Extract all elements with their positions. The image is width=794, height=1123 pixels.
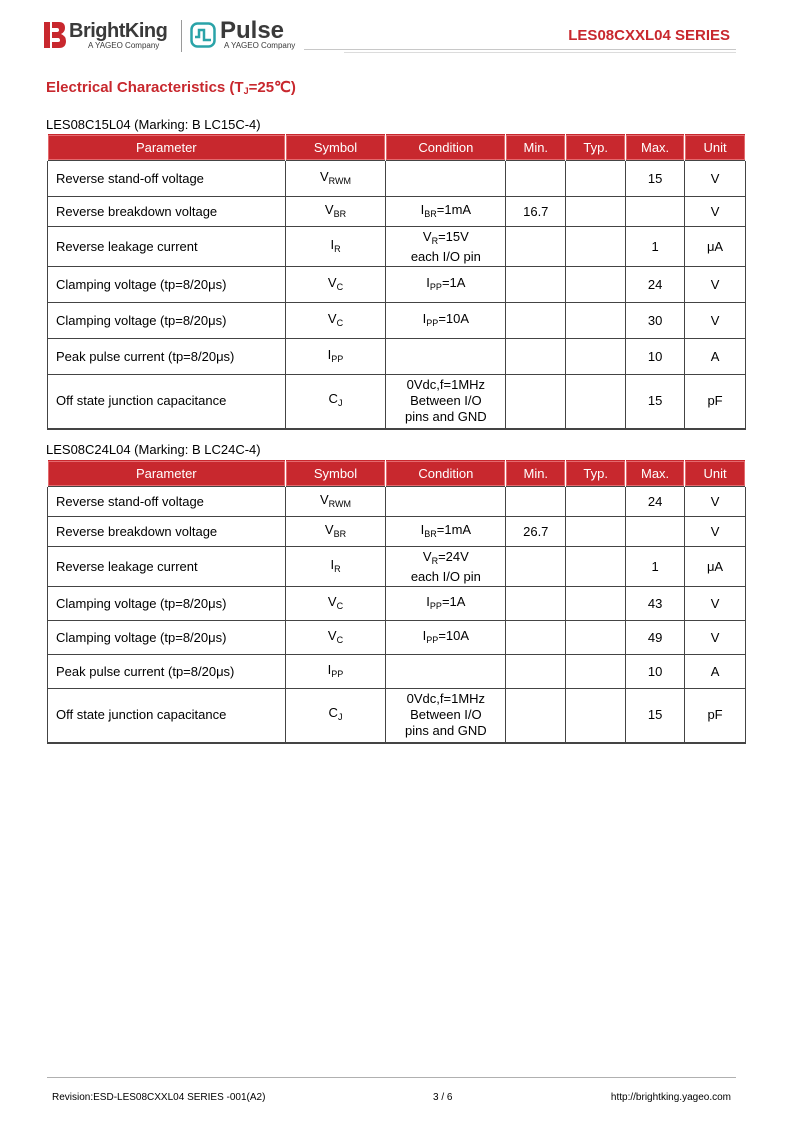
condition-value: =1mA — [436, 201, 472, 217]
condition-line — [386, 377, 505, 393]
condition-text: pins and GND — [405, 409, 487, 425]
cell-max: 49 — [626, 621, 685, 655]
symbol-sub: C — [336, 600, 344, 611]
symbol-main: I — [330, 556, 335, 572]
cell-max: 15 — [626, 375, 685, 429]
condition-line — [386, 275, 505, 295]
cell-symbol — [285, 161, 386, 197]
cell-unit: V — [685, 587, 746, 621]
cell-condition — [386, 375, 506, 429]
column-header-unit: Unit — [685, 461, 746, 487]
cell-parameter: Reverse breakdown voltage — [48, 517, 286, 547]
condition-text: I — [420, 521, 425, 537]
symbol-sub: RWM — [328, 175, 351, 186]
symbol-sub: R — [334, 563, 341, 574]
cell-condition — [386, 547, 506, 587]
cell-max: 24 — [626, 267, 685, 303]
condition-sub: R — [431, 235, 439, 246]
condition-text: pins and GND — [405, 723, 487, 739]
cell-unit: V — [685, 161, 746, 197]
cell-condition — [386, 267, 506, 303]
cell-symbol — [285, 689, 386, 743]
table-row — [48, 339, 746, 375]
condition-line — [386, 723, 505, 739]
series-title: LES08CXXL04 SERIES — [568, 27, 730, 44]
condition-line — [386, 628, 505, 648]
cell-min — [506, 621, 566, 655]
cell-max — [626, 197, 685, 227]
cell-max: 43 — [626, 587, 685, 621]
cell-parameter: Clamping voltage (tp=8/20μs) — [48, 303, 286, 339]
cell-min — [506, 227, 566, 267]
logo-divider — [181, 20, 182, 52]
cell-parameter: Reverse leakage current — [48, 227, 286, 267]
brightking-mark-icon — [44, 22, 66, 48]
condition-value: =10A — [438, 627, 470, 643]
condition-value: =15V — [438, 228, 469, 244]
symbol-sub: BR — [333, 208, 347, 219]
symbol-main: I — [330, 236, 335, 252]
symbol-sub: J — [337, 712, 343, 723]
column-header-typ: Typ. — [566, 135, 626, 161]
cell-unit: V — [685, 517, 746, 547]
cell-min — [506, 161, 566, 197]
table-row — [48, 161, 746, 197]
cell-parameter: Clamping voltage (tp=8/20μs) — [48, 621, 286, 655]
cell-parameter: Clamping voltage (tp=8/20μs) — [48, 267, 286, 303]
symbol-main: C — [328, 391, 338, 407]
cell-parameter: Peak pulse current (tp=8/20μs) — [48, 339, 286, 375]
cell-symbol — [285, 487, 386, 517]
section-title-sub: J — [243, 86, 249, 96]
cell-unit: A — [685, 339, 746, 375]
condition-text: I — [422, 310, 427, 326]
cell-max: 30 — [626, 303, 685, 339]
table1 — [47, 134, 746, 430]
symbol-sub: PP — [331, 668, 344, 679]
condition-line — [386, 594, 505, 614]
table-header-row — [48, 461, 746, 487]
footer-url: http://brightking.yageo.com — [610, 1092, 731, 1103]
cell-unit: V — [685, 303, 746, 339]
pulse-sub: A YAGEO Company — [224, 41, 296, 50]
table-header-row — [48, 135, 746, 161]
condition-line — [386, 691, 505, 707]
condition-text: V — [422, 228, 432, 244]
cell-parameter: Off state junction capacitance — [48, 689, 286, 743]
cell-typ — [566, 197, 626, 227]
cell-condition — [386, 227, 506, 267]
condition-sub: PP — [426, 317, 439, 328]
cell-max — [626, 517, 685, 547]
footer-revision: Revision:ESD-LES08CXXL04 SERIES -001(A2) — [52, 1092, 266, 1103]
column-header-min: Min. — [506, 461, 566, 487]
cell-symbol — [285, 197, 386, 227]
section-title-pre: Electrical Characteristics (T — [46, 79, 244, 96]
cell-typ — [566, 621, 626, 655]
condition-line — [386, 549, 505, 569]
condition-sub: BR — [424, 208, 437, 219]
pulse-logo — [190, 17, 310, 54]
cell-symbol — [285, 517, 386, 547]
cell-symbol — [285, 621, 386, 655]
cell-min — [506, 587, 566, 621]
condition-value: =1A — [441, 593, 466, 609]
symbol-main: V — [319, 168, 329, 184]
cell-typ — [566, 267, 626, 303]
condition-text: I — [426, 593, 430, 609]
cell-max: 1 — [626, 547, 685, 587]
table1-caption: LES08C15L04 (Marking: B LC15C-4) — [46, 117, 261, 132]
condition-value: =1A — [441, 274, 466, 290]
footer-page-number: 3 / 6 — [433, 1092, 453, 1103]
cell-condition — [386, 303, 506, 339]
page-header — [44, 17, 736, 54]
cell-condition — [386, 689, 506, 743]
condition-sub: PP — [426, 634, 439, 645]
cell-condition — [386, 487, 506, 517]
cell-parameter: Reverse stand-off voltage — [48, 161, 286, 197]
symbol-main: C — [328, 705, 338, 721]
condition-text: each I/O pin — [410, 248, 481, 264]
cell-typ — [566, 689, 626, 743]
condition-line — [386, 229, 505, 249]
cell-unit: μA — [685, 227, 746, 267]
condition-line — [386, 249, 505, 265]
cell-condition — [386, 621, 506, 655]
condition-text: I — [426, 274, 430, 290]
cell-min — [506, 267, 566, 303]
condition-sub: PP — [429, 281, 442, 292]
cell-symbol — [285, 267, 386, 303]
symbol-sub: RWM — [328, 498, 351, 509]
cell-condition — [386, 339, 506, 375]
symbol-main: V — [319, 491, 329, 507]
condition-line — [386, 409, 505, 425]
cell-condition — [386, 517, 506, 547]
cell-typ — [566, 655, 626, 689]
condition-line — [386, 522, 505, 542]
column-header-typ: Typ. — [566, 461, 626, 487]
table-row — [48, 227, 746, 267]
cell-typ — [566, 517, 626, 547]
pulse-name: Pulse — [220, 17, 285, 44]
brightking-logo — [44, 20, 179, 54]
condition-sub: PP — [429, 600, 442, 611]
cell-parameter: Reverse breakdown voltage — [48, 197, 286, 227]
condition-text: I — [422, 627, 427, 643]
condition-line — [386, 393, 505, 409]
cell-unit: A — [685, 655, 746, 689]
cell-unit: V — [685, 267, 746, 303]
table-row — [48, 517, 746, 547]
cell-parameter: Clamping voltage (tp=8/20μs) — [48, 587, 286, 621]
symbol-main: V — [327, 274, 337, 290]
cell-min — [506, 655, 566, 689]
column-header-parameter: Parameter — [48, 461, 286, 487]
symbol-sub: J — [337, 398, 343, 409]
cell-unit: pF — [685, 689, 746, 743]
pulse-mark-icon — [190, 22, 216, 48]
cell-typ — [566, 547, 626, 587]
cell-min: 16.7 — [506, 197, 566, 227]
column-header-parameter: Parameter — [48, 135, 286, 161]
cell-symbol — [285, 339, 386, 375]
cell-unit: μA — [685, 547, 746, 587]
column-header-max: Max. — [626, 461, 685, 487]
table2 — [47, 460, 746, 744]
table-row — [48, 267, 746, 303]
condition-text: Between I/O — [410, 707, 482, 723]
cell-parameter: Reverse stand-off voltage — [48, 487, 286, 517]
table-row — [48, 487, 746, 517]
symbol-main: V — [327, 593, 337, 609]
cell-unit: V — [685, 487, 746, 517]
cell-typ — [566, 487, 626, 517]
column-header-condition: Condition — [386, 135, 506, 161]
cell-max: 1 — [626, 227, 685, 267]
cell-symbol — [285, 227, 386, 267]
footer-rule — [47, 1077, 736, 1078]
header-rule-2 — [344, 52, 736, 53]
condition-text: V — [422, 548, 432, 564]
cell-symbol — [285, 303, 386, 339]
cell-unit: V — [685, 197, 746, 227]
table-row — [48, 655, 746, 689]
condition-value: =24V — [438, 548, 469, 564]
cell-typ — [566, 303, 626, 339]
symbol-main: I — [327, 661, 332, 677]
symbol-sub: BR — [333, 528, 347, 539]
condition-text: Between I/O — [410, 393, 482, 409]
table-row — [48, 587, 746, 621]
cell-typ — [566, 375, 626, 429]
symbol-main: V — [324, 201, 334, 217]
column-header-condition: Condition — [386, 461, 506, 487]
condition-text: I — [420, 201, 425, 217]
cell-condition — [386, 197, 506, 227]
cell-symbol — [285, 547, 386, 587]
cell-typ — [566, 587, 626, 621]
cell-min — [506, 303, 566, 339]
header-rule — [304, 49, 736, 50]
section-title — [46, 78, 296, 96]
cell-min — [506, 339, 566, 375]
symbol-sub: PP — [331, 353, 344, 364]
cell-unit: V — [685, 621, 746, 655]
table-row — [48, 689, 746, 743]
cell-condition — [386, 587, 506, 621]
column-header-unit: Unit — [685, 135, 746, 161]
cell-typ — [566, 227, 626, 267]
symbol-main: V — [327, 310, 337, 326]
cell-max: 10 — [626, 339, 685, 375]
brightking-name: BrightKing — [69, 20, 168, 42]
cell-min: 26.7 — [506, 517, 566, 547]
cell-symbol — [285, 655, 386, 689]
symbol-main: V — [324, 521, 334, 537]
condition-text: each I/O pin — [410, 568, 481, 584]
symbol-sub: C — [336, 317, 344, 328]
cell-condition — [386, 655, 506, 689]
cell-symbol — [285, 587, 386, 621]
condition-sub: BR — [424, 528, 437, 539]
condition-value: =10A — [438, 310, 470, 326]
condition-text: 0Vdc,f=1MHz — [406, 377, 486, 393]
cell-min — [506, 689, 566, 743]
column-header-min: Min. — [506, 135, 566, 161]
symbol-sub: C — [336, 634, 344, 645]
column-header-max: Max. — [626, 135, 685, 161]
column-header-symbol: Symbol — [285, 461, 386, 487]
table-row — [48, 621, 746, 655]
table-row — [48, 303, 746, 339]
cell-condition — [386, 161, 506, 197]
column-header-symbol: Symbol — [285, 135, 386, 161]
cell-max: 15 — [626, 161, 685, 197]
cell-symbol — [285, 375, 386, 429]
cell-typ — [566, 161, 626, 197]
cell-unit: pF — [685, 375, 746, 429]
condition-line — [386, 569, 505, 585]
section-title-post: =25℃) — [248, 79, 296, 96]
brightking-sub: A YAGEO Company — [88, 41, 160, 50]
table-row — [48, 547, 746, 587]
symbol-sub: C — [336, 281, 344, 292]
cell-parameter: Off state junction capacitance — [48, 375, 286, 429]
table-row — [48, 197, 746, 227]
symbol-sub: R — [334, 243, 341, 254]
cell-typ — [566, 339, 626, 375]
condition-line — [386, 311, 505, 331]
cell-max: 10 — [626, 655, 685, 689]
condition-line — [386, 707, 505, 723]
table-row — [48, 375, 746, 429]
cell-max: 24 — [626, 487, 685, 517]
condition-line — [386, 202, 505, 222]
cell-max: 15 — [626, 689, 685, 743]
symbol-main: V — [327, 627, 337, 643]
symbol-main: I — [327, 346, 332, 362]
cell-min — [506, 487, 566, 517]
cell-min — [506, 375, 566, 429]
cell-parameter: Reverse leakage current — [48, 547, 286, 587]
cell-parameter: Peak pulse current (tp=8/20μs) — [48, 655, 286, 689]
table2-caption: LES08C24L04 (Marking: B LC24C-4) — [46, 442, 261, 457]
condition-value: =1mA — [436, 521, 472, 537]
cell-min — [506, 547, 566, 587]
condition-text: 0Vdc,f=1MHz — [406, 691, 486, 707]
condition-sub: R — [431, 555, 439, 566]
